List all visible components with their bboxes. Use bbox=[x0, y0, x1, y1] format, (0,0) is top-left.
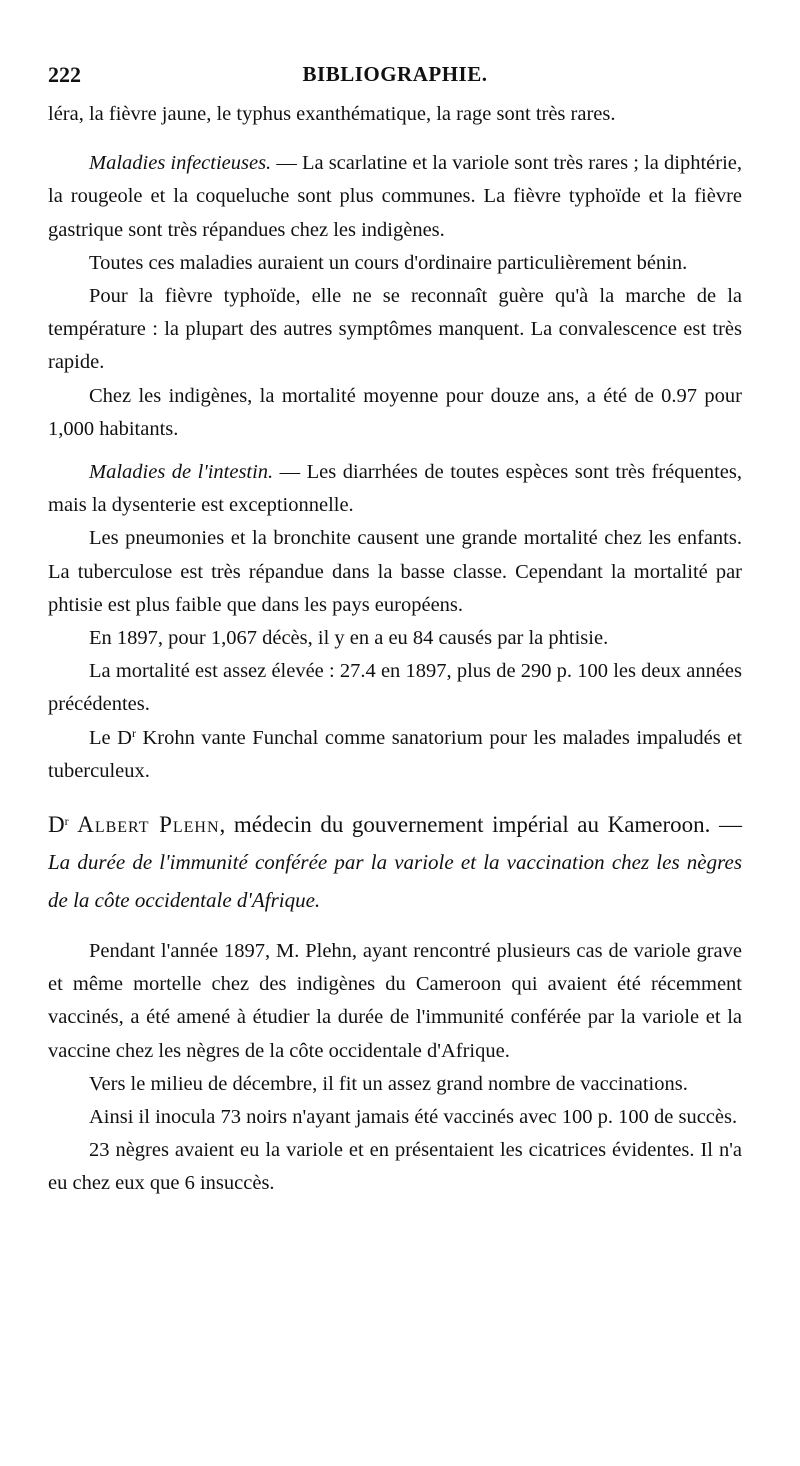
page-number: 222 bbox=[48, 62, 81, 87]
text-run: Krohn vante Funchal comme sanatorium pour les malades impaludés et tuberculeux. bbox=[48, 726, 742, 782]
text-run: Le D bbox=[89, 726, 132, 749]
author-name: Albert Plehn bbox=[77, 812, 220, 838]
page-header bbox=[48, 62, 742, 98]
section-heading-intestinal: Maladies de l'intestin. bbox=[89, 461, 274, 484]
paragraph-funchal bbox=[48, 722, 742, 788]
paragraph-mortality-rate: La mortalité est assez élevée : 27.4 en 1897, plus de 290 p. 100 les deux années précédentes. bbox=[48, 660, 742, 716]
section-heading-infectious: Maladies infectieuses. bbox=[89, 152, 272, 175]
paragraph-infectious-diseases bbox=[48, 147, 742, 247]
paragraph-intestinal-diseases bbox=[48, 456, 742, 522]
paragraph-mortality-indigenous: Chez les indigènes, la mortalité moyenne pour douze ans, a été de 0.97 pour 1,000 habitants. bbox=[48, 384, 742, 440]
superscript: r bbox=[131, 725, 136, 740]
paragraph-pneumonia: Les pneumonies et la bronchite causent une grande mortalité chez les enfants. La tuberculose est très répandue dans la basse classe. Cependant la mortalité par phtisie est plus faible que dans les pays européens. bbox=[48, 527, 742, 616]
paragraph-typhoid: Pour la fièvre typhoïde, elle ne se reconnaît guère qu'à la marche de la température : la plupart des autres symptômes manquent. La convalescence est très rapide. bbox=[48, 285, 742, 374]
bibliography-entry-title bbox=[48, 806, 742, 919]
paragraph-text: — La scarlatine et la variole sont très rares ; la diphtérie, la rougeole et la coqueluche sont plus communes. La fièvre typhoïde et la fièvre gastrique sont très répandues chez les indigènes. bbox=[48, 152, 742, 241]
paragraph-inoculation: Ainsi il inocula 73 noirs n'ayant jamais été vaccinés avec 100 p. 100 de succès. bbox=[89, 1106, 738, 1129]
paragraph-continuation: léra, la fièvre jaune, le typhus exanthématique, la rage sont très rares. bbox=[48, 103, 616, 125]
paragraph-variola-scars: 23 nègres avaient eu la variole et en présentaient les cicatrices évidentes. Il n'a eu chez eux que 6 insuccès. bbox=[48, 1139, 742, 1195]
paragraph-vaccinations: Vers le milieu de décembre, il fit un assez grand nombre de vaccinations. bbox=[89, 1072, 688, 1095]
title-prefix: D bbox=[48, 812, 65, 838]
paragraph-deaths-1897: En 1897, pour 1,067 décès, il y en a eu 84 causés par la phtisie. bbox=[89, 627, 609, 650]
author-description: , médecin du gouvernement impérial au Kameroon. — bbox=[219, 812, 742, 838]
paragraph-benign-course: Toutes ces maladies auraient un cours d'ordinaire particulièrement bénin. bbox=[89, 251, 688, 274]
paragraph-plehn-observation: Pendant l'année 1897, M. Plehn, ayant rencontré plusieurs cas de variole grave et même mortelle chez des indigènes du Cameroon qui avaient été récemment vaccinés, a été amené à étudier la durée de l'immunité conférée par la variole et la vaccine chez les nègres de la côte occidentale d'Afrique. bbox=[48, 940, 742, 1062]
superscript: r bbox=[64, 814, 69, 829]
work-title: La durée de l'immunité conférée par la variole et la vaccination chez les nègres de la côte occidentale d'Afrique. bbox=[48, 850, 742, 913]
running-title: BIBLIOGRAPHIE. bbox=[302, 62, 488, 86]
paragraph-text: — Les diarrhées de toutes espèces sont très fréquentes, mais la dysenterie est exceptionnelle. bbox=[48, 461, 742, 517]
document-page bbox=[48, 62, 742, 1201]
